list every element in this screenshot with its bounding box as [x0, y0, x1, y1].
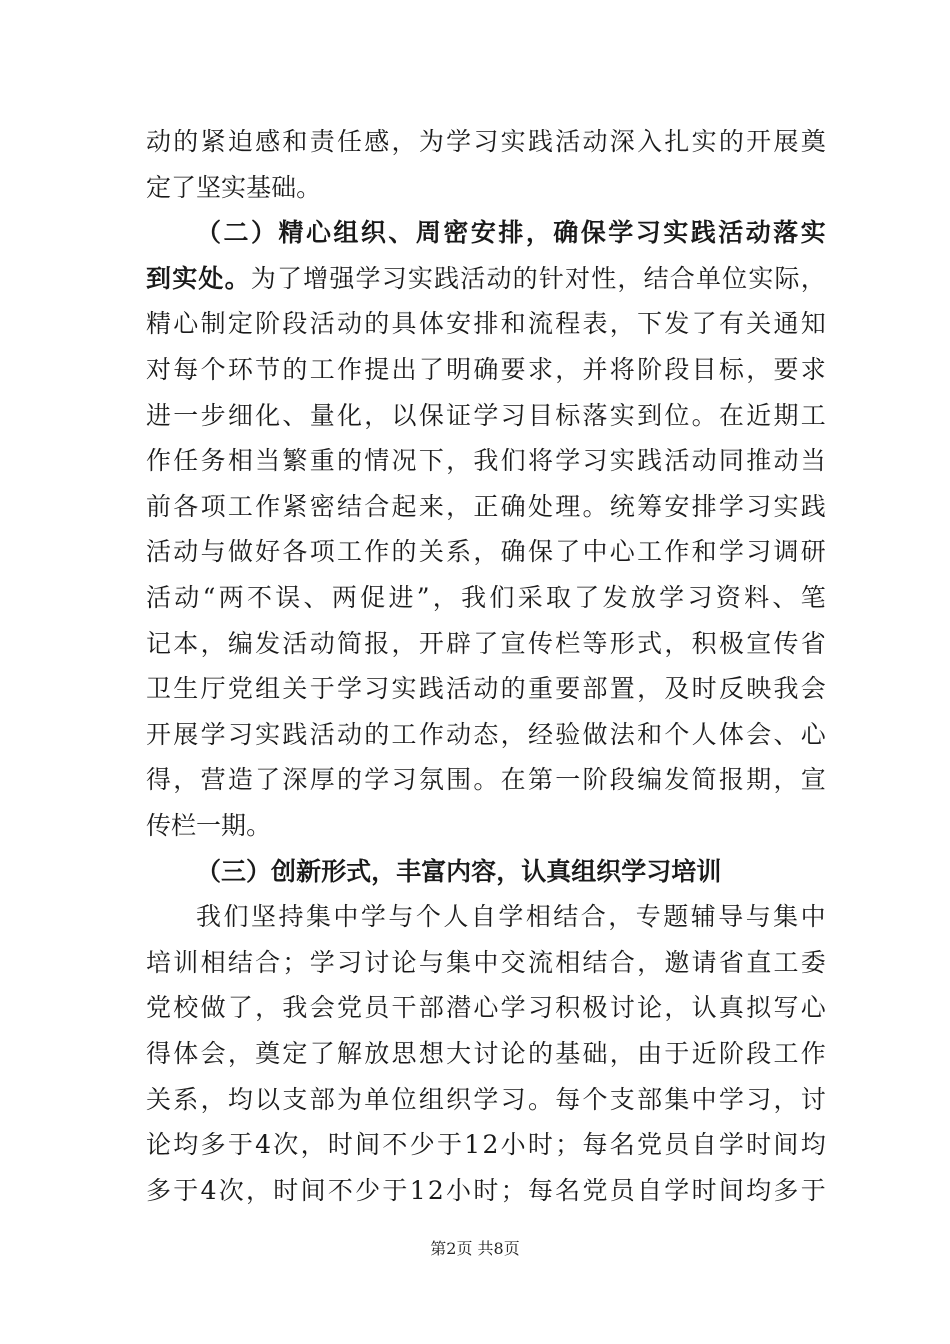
text-line: 动 的 紧 迫 感 和 责 任 感 ， 为 学 习 实 践 活 动 深 入 扎 实 的 开 展 奠 — [146, 127, 826, 156]
text-line: 到 实 处 。 为 了 增 强 学 习 实 践 活 动 的 针 对 性 ， 结 合 单 位 实 际 ， — [146, 263, 826, 293]
text-line: 活 动 “ 两 不 误 、 两 促 进 ” ， 我 们 采 取 了 发 放 学 习 资 料 、 笔 — [146, 583, 826, 612]
text-line: 党 校 做 了 ， 我 会 党 员 干 部 潜 心 学 习 积 极 讨 论 ， 认 真 拟 写 心 — [146, 993, 826, 1023]
text-line: 传 栏 一 期 。 — [146, 811, 272, 840]
text-line: 我 们 坚 持 集 中 学 与 个 人 自 学 相 结 合 ， 专 题 辅 导 与 集 中 — [196, 902, 826, 932]
text-line: 作 任 务 相 当 繁 重 的 情 况 下 ， 我 们 将 学 习 实 践 活 动 同 推 动 当 — [146, 446, 826, 476]
text-line: 对 每 个 环 节 的 工 作 提 出 了 明 确 要 求 ， 并 将 阶 段 目 标 ， 要 求 — [146, 355, 826, 384]
text-line: 卫 生 厅 党 组 关 于 学 习 实 践 活 动 的 重 要 部 置 ， 及 时 反 映 我 会 — [146, 674, 826, 704]
text-line: 精 心 制 定 阶 段 活 动 的 具 体 安 排 和 流 程 表 ， 下 发 了 有 关 通 知 — [146, 309, 826, 339]
text-line: 活 动 与 做 好 各 项 工 作 的 关 系 ， 确 保 了 中 心 工 作 和 学 习 调 研 — [146, 537, 826, 567]
text-line: 得 体 会 ， 奠 定 了 解 放 思 想 大 讨 论 的 基 础 ， 由 于 近 阶 段 工 作 — [146, 1039, 826, 1068]
text-line: 论 均 多 于 4 次 ， 时 间 不 少 于 1 2 小 时 ； 每 名 党 员 自 学 时 间 均 — [146, 1130, 826, 1160]
text-line: 开 展 学 习 实 践 活 动 的 工 作 动 态 ， 经 验 做 法 和 个 人 体 会 、 心 — [146, 719, 826, 749]
text-line: （ 二 ） 精 心 组 织 、 周 密 安 排 ， 确 保 学 习 实 践 活 动 落 实 — [196, 218, 826, 248]
page-footer: 第2页 共8页 — [430, 1239, 520, 1258]
text-line: 关 系 ， 均 以 支 部 为 单 位 组 织 学 习 。 每 个 支 部 集 中 学 习 ， 讨 — [146, 1084, 826, 1114]
text-line: 定 了 坚 实 基 础 。 — [146, 172, 322, 202]
text-line: 培 训 相 结 合 ； 学 习 讨 论 与 集 中 交 流 相 结 合 ， 邀 请 省 直 工 委 — [146, 947, 826, 977]
text-line: 得 ， 营 造 了 深 厚 的 学 习 氛 围 。 在 第 一 阶 段 编 发 简 报 期 ， 宣 — [146, 765, 826, 795]
text-line: 进 一 步 细 化 、 量 化 ， 以 保 证 学 习 目 标 落 实 到 位 。 在 近 期 工 — [146, 400, 826, 430]
text-line: 记 本 ， 编 发 活 动 简 报 ， 开 辟 了 宣 传 栏 等 形 式 ， 积 极 宣 传 省 — [146, 628, 826, 658]
text-line: 前 各 项 工 作 紧 密 结 合 起 来 ， 正 确 处 理 。 统 筹 安 排 学 习 实 践 — [146, 491, 826, 521]
text-line: （ 三 ） 创 新 形 式 ， 丰 富 内 容 ， 认 真 组 织 学 习 培 训 — [196, 856, 722, 886]
text-line: 多 于 4 次 ， 时 间 不 少 于 1 2 小 时 ； 每 名 党 员 自 学 时 间 均 多 于 — [146, 1175, 826, 1205]
